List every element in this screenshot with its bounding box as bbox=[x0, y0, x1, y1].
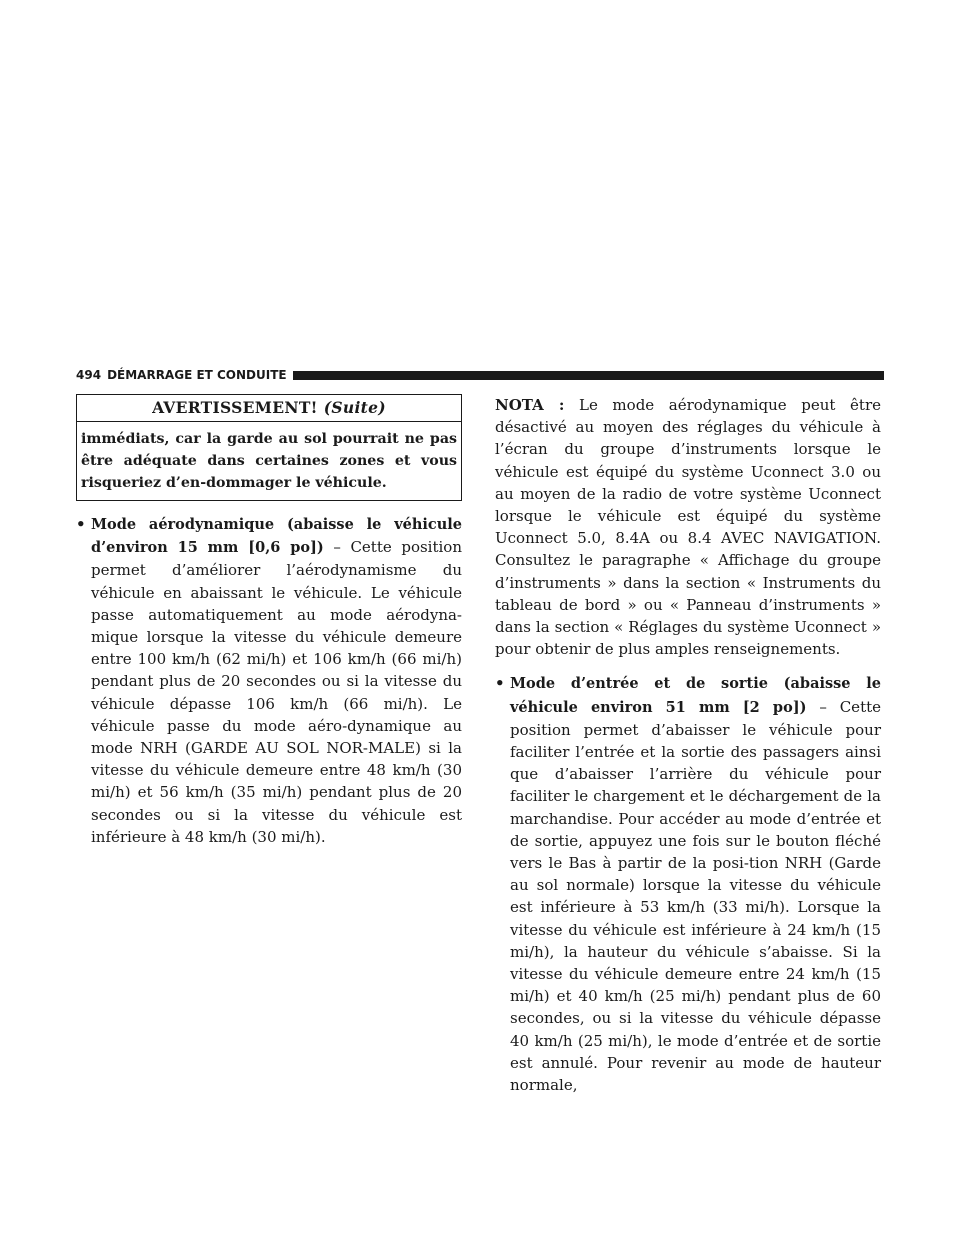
bullet-lead: Mode aérodynamique (abaisse le véhicule d’environ 15 mm [0,6 po]) bbox=[91, 516, 462, 557]
left-column bbox=[76, 394, 462, 848]
section-title: DÉMARRAGE ET CONDUITE bbox=[107, 368, 287, 382]
warning-title-text: AVERTISSEMENT! bbox=[152, 398, 318, 417]
right-column bbox=[495, 394, 881, 1096]
note-text: Le mode aérodynamique peut être désactivé au moyen des réglages du véhicule à l’écran du groupe d’instruments lorsque le véhicule est équipé du système Uconnect 3.0 ou au moyen de la radio de votre système Uconnect lorsque le véhicule est équipé du système Uconnect 5.0, 8.4A ou 8.4 AVEC NAVIGATION. Consultez le paragraphe « Affichage du groupe d’instruments » dans la section « Instruments du tableau de bord » ou « Panneau d’instruments » dans la section « Réglages du système Uconnect » pour obtenir de plus amples renseignements. bbox=[495, 396, 881, 659]
page-number: 494 bbox=[76, 368, 102, 382]
bullet-text: – Cette position permet d’abaisser le véhicule pour faciliter l’entrée et la sortie des passagers ainsi que d’abaisser l’arrière du véhicule pour faciliter le chargement et le déchargement de la marchandise. Pour accéder au mode d’entrée et de sortie, appuyez une fois sur le bouton fléché vers le Bas à partir de la posi-tion NRH (Garde au sol normale) lorsque la vitesse du véhicule est inférieure à 53 km/h (33 mi/h). Lorsque la vitesse du véhicule est inférieure à 24 km/h (15 mi/h), la hauteur du véhicule s’abaisse. Si la vitesse du véhicule demeure entre 24 km/h (15 mi/h) et 40 km/h (25 mi/h) pendant plus de 60 secondes, ou si la vitesse du véhicule dépasse 40 km/h (25 mi/h), le mode d’entrée et de sortie est annulé. Pour revenir au mode de hauteur normale, bbox=[510, 697, 881, 1095]
bullet-dot: • bbox=[495, 674, 505, 693]
bullet-entry-exit-mode bbox=[495, 672, 881, 1096]
note-label: NOTA : bbox=[495, 396, 565, 414]
warning-body: immédiats, car la garde au sol pourrait ne pas être adéquate dans certaines zones et vous risqueriez d’en-dommager le véhicule. bbox=[81, 431, 457, 491]
warning-box bbox=[76, 394, 462, 501]
bullet-aero-mode bbox=[76, 513, 462, 848]
header-rule bbox=[293, 371, 884, 380]
warning-title bbox=[77, 395, 461, 422]
page-header bbox=[76, 366, 884, 384]
note-paragraph bbox=[495, 394, 881, 660]
bullet-lead: Mode d’entrée et de sortie (abaisse le véhicule environ 51 mm [2 po]) bbox=[510, 675, 881, 716]
bullet-dot: • bbox=[76, 515, 86, 533]
bullet-text: – Cette position permet d’améliorer l’aérodynamisme du véhicule en abaissant le véhicule. Le véhicule passe automatiquement au mode aérodyna-mique lorsque la vitesse du véhicule demeure entre 100 km/h (62 mi/h) et 106 km/h (66 mi/h) pendant plus de 20 secondes ou si la vitesse du véhicule dépasse 106 km/h (66 mi/h). Le véhicule passe du mode aéro-dynamique au mode NRH (GARDE AU SOL NOR-MALE) si la vitesse du véhicule demeure entre 48 km/h (30 mi/h) et 56 km/h (35 mi/h) pendant plus de 20 secondes ou si la vitesse du véhicule est inférieure à 48 km/h (30 mi/h). bbox=[91, 538, 462, 846]
warning-title-suffix: (Suite) bbox=[323, 398, 386, 417]
